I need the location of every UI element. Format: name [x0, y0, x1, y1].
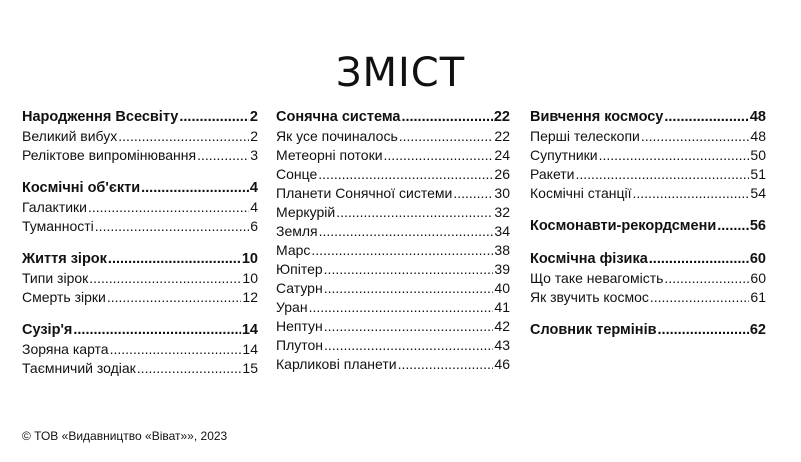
- dot-leader: [197, 146, 249, 165]
- toc-entry-title: Перші телескопи: [530, 128, 640, 144]
- toc-entry-title: Карликові планети: [276, 356, 397, 372]
- dot-leader: [88, 198, 249, 217]
- toc-entry-title: Великий вибух: [22, 128, 118, 144]
- toc-entry-title: Супутники: [530, 147, 598, 163]
- toc-entry-title: Сонячна система: [276, 109, 401, 125]
- toc-page-number: 14: [241, 322, 258, 338]
- toc-entry-title: Народження Всесвіту: [22, 109, 179, 125]
- toc-entry[interactable]: [22, 359, 258, 378]
- toc-entry-title: Життя зірок: [22, 251, 107, 267]
- toc-section: [22, 179, 258, 236]
- dot-leader: [650, 288, 750, 307]
- toc-entry-title: Сонце: [276, 166, 318, 182]
- dot-leader: [324, 336, 493, 355]
- toc-entry-title: Як звучить космос: [530, 289, 649, 305]
- toc-section: [530, 250, 766, 307]
- toc-entry-title: Меркурій: [276, 204, 336, 220]
- dot-leader: [633, 184, 750, 203]
- dot-leader: [110, 340, 242, 359]
- toc-entry[interactable]: [276, 241, 510, 260]
- toc-page-number: 38: [494, 242, 510, 258]
- toc-page-number: 26: [494, 166, 510, 182]
- dot-leader: [576, 165, 750, 184]
- toc-page-number: 4: [249, 180, 258, 196]
- toc-entry[interactable]: [530, 165, 766, 184]
- toc-page-number: 2: [249, 109, 258, 125]
- toc-entry[interactable]: [276, 222, 510, 241]
- toc-section-heading[interactable]: [530, 250, 766, 269]
- toc-page-number: 22: [493, 109, 510, 125]
- toc-entry[interactable]: [530, 288, 766, 307]
- dot-leader: [641, 127, 750, 146]
- toc-entry[interactable]: [276, 165, 510, 184]
- dot-leader: [141, 179, 249, 198]
- toc-entry[interactable]: [22, 340, 258, 359]
- toc-entry[interactable]: [530, 184, 766, 203]
- toc-entry-title: Планети Сонячної системи: [276, 185, 453, 201]
- toc-entry[interactable]: [276, 355, 510, 374]
- toc-entry[interactable]: [22, 269, 258, 288]
- dot-leader: [108, 250, 241, 269]
- toc-page-number: 39: [494, 261, 510, 277]
- toc-section: [22, 108, 258, 165]
- dot-leader: [73, 321, 241, 340]
- toc-section: [276, 108, 510, 374]
- dot-leader: [717, 217, 749, 236]
- dot-leader: [118, 127, 249, 146]
- toc-page-number: 60: [750, 270, 766, 286]
- toc-entry-title: Типи зірок: [22, 270, 89, 286]
- toc-entry[interactable]: [22, 198, 258, 217]
- toc-page-number: 34: [494, 223, 510, 239]
- toc-page-number: 62: [749, 322, 766, 338]
- page-title: ЗМІСТ: [335, 50, 466, 96]
- toc-entry-title: Таємничий зодіак: [22, 360, 136, 376]
- toc-entry-title: Словник термінів: [530, 322, 657, 338]
- copyright-notice: © ТОВ «Видавництво «Віват»», 2023: [22, 429, 228, 443]
- toc-entry[interactable]: [276, 279, 510, 298]
- toc-section-heading[interactable]: [530, 217, 766, 236]
- dot-leader: [179, 108, 249, 127]
- dot-leader: [399, 127, 494, 146]
- toc-section-heading[interactable]: [530, 321, 766, 340]
- toc-page-number: 2: [250, 128, 258, 144]
- toc-entry[interactable]: [22, 127, 258, 146]
- toc-entry-title: Вивчення космосу: [530, 109, 664, 125]
- toc-column-3: [530, 108, 766, 354]
- toc-page-number: 61: [750, 289, 766, 305]
- toc-entry[interactable]: [276, 203, 510, 222]
- toc-section: [22, 250, 258, 307]
- toc-section: [530, 321, 766, 340]
- toc-page-number: 24: [494, 147, 510, 163]
- toc-section: [530, 108, 766, 203]
- toc-entry-title: Реліктове випромінювання: [22, 147, 197, 163]
- toc-entry[interactable]: [276, 298, 510, 317]
- toc-page-number: 3: [250, 147, 258, 163]
- toc-section-heading[interactable]: [22, 321, 258, 340]
- toc-entry-title: Космічні станції: [530, 185, 632, 201]
- toc-page-number: 32: [494, 204, 510, 220]
- toc-section-heading[interactable]: [530, 108, 766, 127]
- toc-entry-title: Сузір'я: [22, 322, 73, 338]
- toc-page-number: 12: [242, 289, 258, 305]
- toc-entry-title: Зоряна карта: [22, 341, 109, 357]
- toc-entry-title: Космічна фізика: [530, 251, 648, 267]
- toc-entry-title: Метеорні потоки: [276, 147, 383, 163]
- dot-leader: [453, 184, 493, 203]
- dot-leader: [311, 241, 493, 260]
- toc-entry[interactable]: [276, 317, 510, 336]
- toc-section-heading[interactable]: [276, 108, 510, 127]
- toc-page-number: 30: [494, 185, 510, 201]
- toc-entry[interactable]: [22, 288, 258, 307]
- toc-page-number: 22: [494, 128, 510, 144]
- toc-page-number: 10: [241, 251, 258, 267]
- toc-entry[interactable]: [22, 217, 258, 236]
- toc-page-number: 46: [494, 356, 510, 372]
- toc-section: [530, 217, 766, 236]
- toc-entry-title: Плутон: [276, 337, 324, 353]
- toc-page-number: 60: [749, 251, 766, 267]
- toc-section-heading[interactable]: [22, 179, 258, 198]
- toc-page-number: 56: [749, 218, 766, 234]
- toc-page-number: 42: [494, 318, 510, 334]
- toc-section-heading[interactable]: [22, 250, 258, 269]
- dot-leader: [95, 217, 249, 236]
- dot-leader: [336, 203, 493, 222]
- toc-page-number: 40: [494, 280, 510, 296]
- dot-leader: [658, 321, 749, 340]
- dot-leader: [318, 165, 493, 184]
- toc-page-number: 15: [242, 360, 258, 376]
- toc-page-number: 43: [494, 337, 510, 353]
- toc-entry[interactable]: [276, 336, 510, 355]
- toc-entry-title: Земля: [276, 223, 318, 239]
- toc-section: [22, 321, 258, 378]
- toc-entry[interactable]: [530, 146, 766, 165]
- dot-leader: [664, 269, 749, 288]
- toc-page-number: 4: [250, 199, 258, 215]
- dot-leader: [664, 108, 748, 127]
- dot-leader: [309, 298, 494, 317]
- dot-leader: [324, 279, 494, 298]
- toc-entry[interactable]: [276, 146, 510, 165]
- toc-page-number: 54: [750, 185, 766, 201]
- dot-leader: [319, 222, 494, 241]
- dot-leader: [107, 288, 242, 307]
- toc-entry-title: Що таке невагомість: [530, 270, 664, 286]
- toc-page-number: 51: [750, 166, 766, 182]
- toc-entry-title: Галактики: [22, 199, 87, 215]
- toc-page-number: 10: [242, 270, 258, 286]
- dot-leader: [599, 146, 750, 165]
- toc-entry[interactable]: [530, 269, 766, 288]
- toc-entry-title: Смерть зірки: [22, 289, 106, 305]
- dot-leader: [649, 250, 749, 269]
- toc-entry-title: Як усе починалось: [276, 128, 398, 144]
- dot-leader: [384, 146, 494, 165]
- toc-entry[interactable]: [22, 146, 258, 165]
- toc-page-number: 6: [250, 218, 258, 234]
- toc-section-heading[interactable]: [22, 108, 258, 127]
- toc-entry-title: Сатурн: [276, 280, 323, 296]
- toc-entry[interactable]: [276, 127, 510, 146]
- toc-column-1: [22, 108, 258, 392]
- dot-leader: [401, 108, 492, 127]
- toc-page-number: 41: [494, 299, 510, 315]
- toc-page-number: 50: [750, 147, 766, 163]
- toc-entry-title: Нептун: [276, 318, 323, 334]
- dot-leader: [137, 359, 242, 378]
- dot-leader: [398, 355, 494, 374]
- toc-entry-title: Уран: [276, 299, 308, 315]
- toc-entry-title: Юпітер: [276, 261, 323, 277]
- dot-leader: [89, 269, 241, 288]
- toc-entry-title: Туманності: [22, 218, 94, 234]
- toc-page-number: 14: [242, 341, 258, 357]
- toc-page-number: 48: [749, 109, 766, 125]
- toc-entry[interactable]: [530, 127, 766, 146]
- toc-entry-title: Марс: [276, 242, 311, 258]
- dot-leader: [324, 260, 494, 279]
- toc-entry[interactable]: [276, 260, 510, 279]
- toc-page-number: 48: [750, 128, 766, 144]
- toc-entry-title: Космонавти-рекордсмени: [530, 218, 717, 234]
- toc-column-2: [276, 108, 510, 388]
- toc-entry[interactable]: [276, 184, 510, 203]
- toc-entry-title: Космічні об'єкти: [22, 180, 141, 196]
- dot-leader: [324, 317, 494, 336]
- toc-entry-title: Ракети: [530, 166, 575, 182]
